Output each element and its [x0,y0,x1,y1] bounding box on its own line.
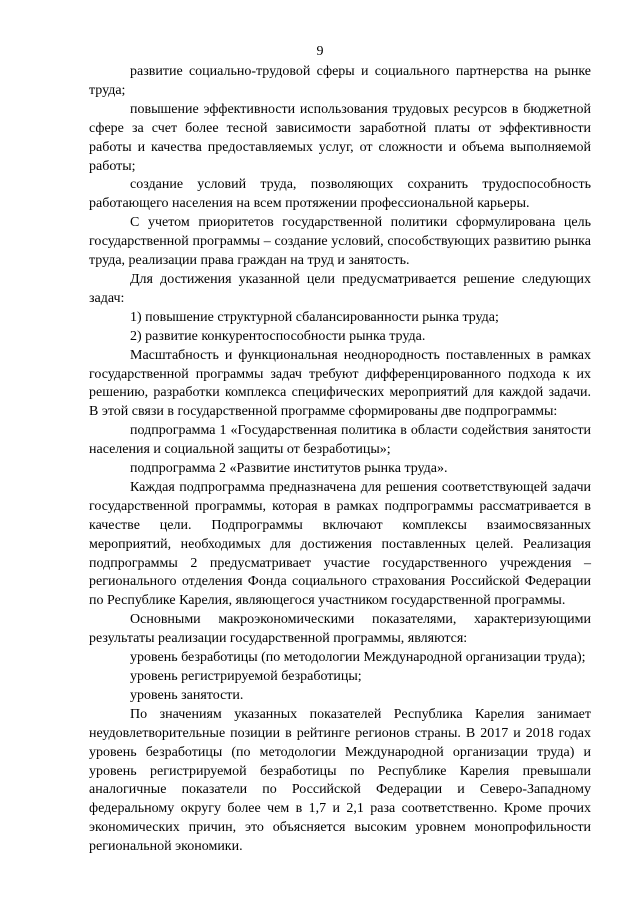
list-item: 2) развитие конкурентоспособности рынка труда. [130,328,426,344]
page-number: 9 [316,44,324,59]
paragraph: С учетом приоритетов государственной политики сформулирована цель государственной программы – создание условий, способствующих развитию рынка труда, реализации права граждан на труд и занятость. [89,215,591,269]
paragraph: уровень безработицы (по методологии Международной организации труда); [130,650,586,666]
paragraph: Для достижения указанной цели предусматривается решение следующих задач: [89,271,591,306]
paragraph: Каждая подпрограмма предназначена для решения соответствующей задачи государственной программы, которая в рамках подпрограммы рассматривается в качестве цели. Подпрограммы включают комплексы взаимосвязанных мероприятий, необходимых для достижения поставленных целей. Реализация подпрограммы 2 предусматривает участие государственного учреждения – регионального отделения Фонда социального страхования Российской Федерации по Республике Карелия, являющегося участником государственной программы. [89,479,591,609]
paragraph: развитие социально-трудовой сферы и социального партнерства на рынке труда; [89,64,591,98]
paragraph: уровень регистрируемой безработицы; [130,669,362,684]
paragraph: создание условий труда, позволяющих сохранить трудоспособность работающего населения на всем протяжении профессиональной карьеры. [89,177,591,212]
paragraph: По значениям указанных показателей Республика Карелия занимает неудовлетворительные позиции в рейтинге регионов страны. В 2017 и 2018 годах уровень безработицы (по методологии Международной организации труда) и уровень регистрируемой безработицы по Республике Карелия превышали аналогичные показатели по Российской Федерации и Северо-Западному федеральному округу более чем в 1,7 и 2,1 раза соответственно. Кроме прочих экономических причин, это объясняется высоким уровнем монопрофильности региональной экономики. [89,706,591,855]
paragraph: Основными макроэкономическими показателями, характеризующими результаты реализации государственной программы, являются: [89,612,591,647]
document-body [89,63,591,857]
list-item: 1) повышение структурной сбалансированности рынка труда; [130,309,499,325]
paragraph: подпрограмма 2 «Развитие институтов рынка труда». [130,461,448,477]
paragraph: подпрограмма 1 «Государственная политика в области содействия занятости населения и социальной защиты от безработицы»; [89,423,591,458]
paragraph: Масштабность и функциональная неоднородность поставленных в рамках государственной программы задач требуют дифференцированного подхода к их решению, разработки комплекса специфических мероприятий для каждой задачи. В этой связи в государственной программе сформированы две подпрограммы: [89,347,591,420]
paragraph: уровень занятости. [130,687,244,703]
paragraph: повышение эффективности использования трудовых ресурсов в бюджетной сфере за счет более тесной зависимости заработной платы от эффективности работы и качества предоставляемых услуг, от сложности и объема выполняемой работы; [89,101,591,174]
